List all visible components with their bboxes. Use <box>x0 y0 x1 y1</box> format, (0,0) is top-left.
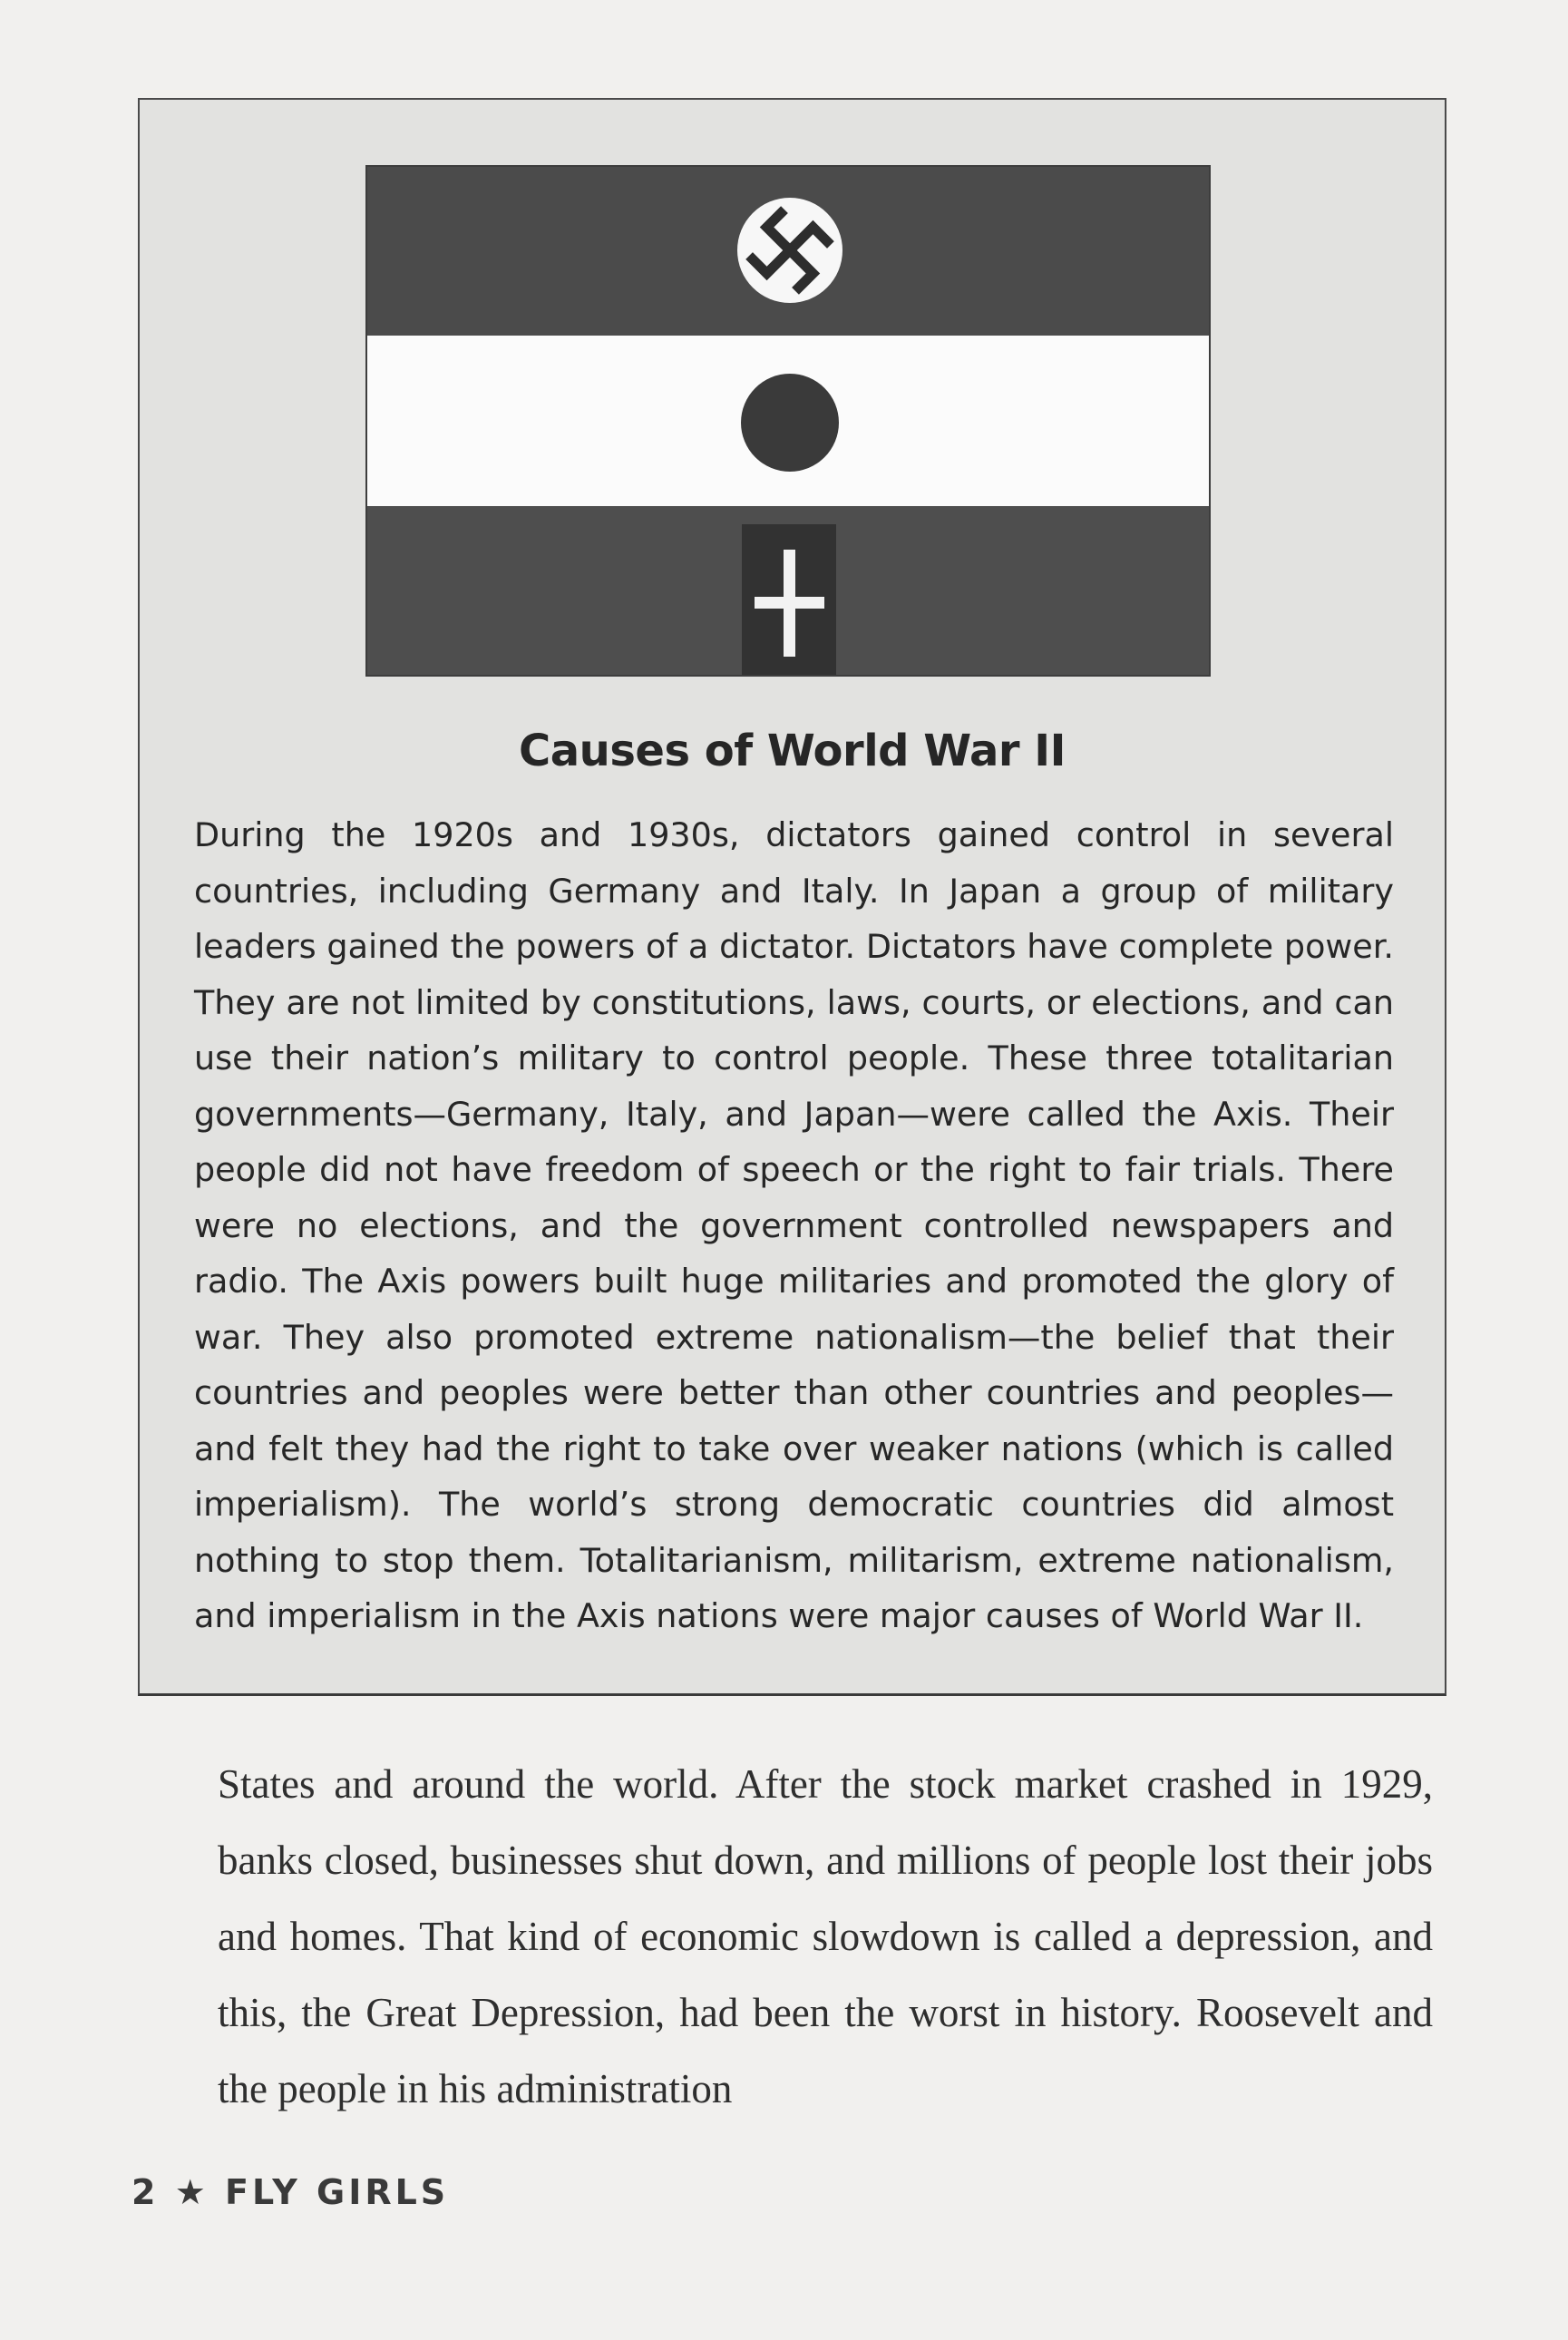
cross-shield-icon <box>738 524 840 677</box>
star-separator-icon: ★ <box>174 2172 209 2212</box>
running-book-title: FLY GIRLS <box>225 2172 450 2212</box>
axis-flags-illustration <box>365 165 1211 677</box>
body-paragraph: States and around the world. After the stock market crashed in 1929, banks closed, businesses shut down, and millions of people lost their jobs and homes. That kind of economic slowdown is called a depression, and this, the Great Depression, had been the worst in history. Roosevelt and the people in his administration <box>218 1761 1433 2111</box>
page-number: 2 <box>131 2172 160 2212</box>
sidebar-paragraph: During the 1920s and 1930s, dictators gained control in several countries, including Germany and Italy. In Japan a group of military leaders gained the powers of a dictator. Dictators have complete power. They are not limited by constitutions, laws, courts, or elections, and can use their nation’s military to control people. These three totalitarian governments—Germany, Italy, and Japan—were called the Axis. Their people did not have freedom of speech or the right to fair trials. There were no elections, and the government controlled newspapers and radio. The Axis powers built huge militaries and promoted the glory of war. They also promoted extreme nationalism—the belief that their countries and peoples were better than other countries and peoples—and felt they had the right to take over weaker nations (which is called imperialism). The world’s strong democratic countries did almost nothing to stop them. Totalitarianism, militarism, extreme nationalism, and imperialism in the Axis nations were major causes of World War II. <box>194 815 1394 1635</box>
circle-icon <box>737 370 842 475</box>
swastika-icon <box>732 192 848 308</box>
page-footer <box>131 2172 449 2212</box>
sidebar-box <box>138 98 1446 1696</box>
sidebar-title: Causes of World War II <box>519 726 1066 776</box>
